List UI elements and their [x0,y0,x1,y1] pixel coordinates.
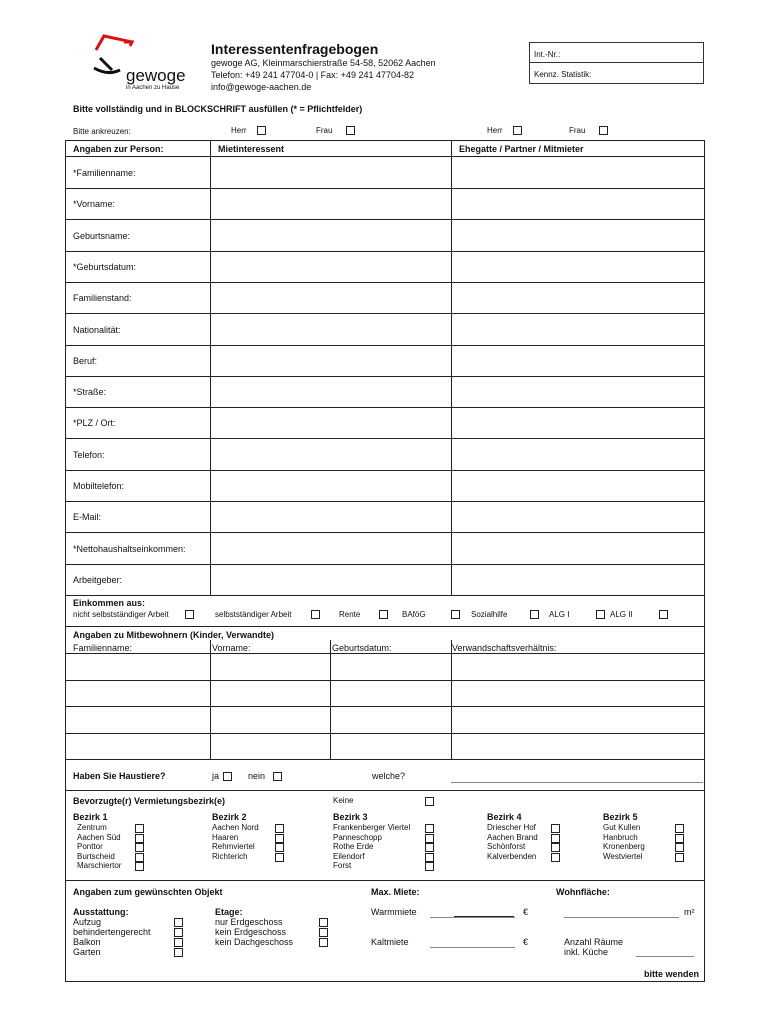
logo-tagline: in Aachen zu Hause [126,85,180,91]
partner-field[interactable] [452,345,704,375]
district-item-label: Aachen Süd [77,832,121,842]
person-row-label: *Familienname: [73,168,136,178]
person-row-label: Beruf: [73,355,98,366]
person-row-label: Mobiltelefon: [73,481,125,491]
district-item-checkbox[interactable] [675,853,684,862]
district-item-label: Driescher Hof [487,823,536,832]
salutation-frau-1[interactable] [316,126,355,135]
intnr-label: Int.-Nr.: [534,50,561,59]
income-option-label: ALG I [549,610,570,619]
district-item-label: Gut Kullen [603,823,641,832]
pets-no-checkbox[interactable] [273,772,282,781]
rooms-input[interactable] [636,956,694,957]
frau-checkbox-1[interactable] [346,126,355,135]
person-row-label: *Vorname: [73,199,116,210]
warm-rent-label: Warmmiete [371,907,417,917]
district-item-label: Haaren [212,832,239,842]
frau-checkbox-2[interactable] [599,126,608,135]
district-item-checkbox[interactable] [551,834,560,843]
floor-label: kein Erdgeschoss [215,927,287,937]
partner-field[interactable] [452,282,704,312]
floor-checkbox[interactable] [319,938,328,947]
income-option-checkbox[interactable] [379,610,388,619]
equipment-label: Aufzug [73,917,102,927]
district-item-checkbox[interactable] [675,843,684,852]
district-item-label: Aachen Brand [487,832,538,842]
area-input[interactable] [564,917,679,918]
district-group-title: Bezirk 2 [212,812,247,822]
tenant-field[interactable] [211,345,451,375]
tenant-field[interactable] [211,314,451,344]
person-row-label: Telefon: [73,449,105,460]
salutation-herr-2[interactable] [487,126,522,135]
person-row-label: *Straße: [73,387,107,398]
district-item-label: Zentrum [77,823,107,832]
sqm-unit: m² [684,907,695,917]
district-item-label: Eilendorf [333,851,365,861]
cold-rent-label: Kaltmiete [371,937,409,947]
pets-question: Haben Sie Haustiere? [73,771,166,781]
income-option-checkbox[interactable] [659,610,668,619]
partner-col-label: Ehegatte / Partner / Mitmieter [459,144,584,154]
tenant-col-label: Mietinteressent [218,144,285,154]
district-item-checkbox[interactable] [275,834,284,843]
tenant-field[interactable] [211,501,451,531]
district-item-label: Panneschopp [333,832,382,842]
district-item-checkbox[interactable] [425,824,434,833]
partner-field[interactable] [452,157,704,187]
herr-checkbox-2[interactable] [513,126,522,135]
district-group-title: Bezirk 5 [603,812,638,822]
districts-none-label: Keine [333,796,354,805]
district-item-label: Burtscheid [77,851,115,861]
person-row-label: *Geburtsdatum: [73,261,137,272]
equipment-label: behindertengerecht [73,927,151,937]
company-address: gewoge AG, Kleinmarschierstraße 54-58, 52062 Aachen [211,58,436,68]
district-item-checkbox[interactable] [551,853,560,862]
partner-field[interactable] [452,376,704,406]
income-option-label: selbstständiger Arbeit [215,610,292,619]
form-title: Interessentenfragebogen [211,41,379,57]
company-email: info@gewoge-aachen.de [211,82,312,92]
floor-label: kein Dachgeschoss [215,937,294,947]
herr-label: Herr [231,126,247,135]
district-item-checkbox[interactable] [135,843,144,852]
district-item-label: Westviertel [603,851,643,861]
district-item-checkbox[interactable] [425,862,434,871]
district-item-checkbox[interactable] [135,824,144,833]
floor-title: Etage: [215,907,243,917]
tenant-field[interactable] [211,251,451,281]
equipment-checkbox[interactable] [174,918,183,927]
tenant-field[interactable] [211,376,451,406]
district-group-title: Bezirk 4 [487,812,522,822]
district-item-label: Ponttor [77,842,103,852]
partner-field[interactable] [452,533,704,563]
tenant-field[interactable] [211,220,451,250]
tenant-field[interactable] [211,407,451,437]
herr-label: Herr [487,126,503,135]
district-item-checkbox[interactable] [551,843,560,852]
income-option-label: BAföG [402,610,426,619]
tenant-field[interactable] [211,564,451,594]
district-item-label: Marschiertor [77,861,122,871]
district-item-checkbox[interactable] [675,824,684,833]
salutation-frau-2[interactable] [569,126,608,135]
district-item-checkbox[interactable] [425,834,434,843]
statistik-label: Kennz. Statistik: [534,70,592,79]
districts-title: Bevorzugte(r) Vermietungsbezirk(e) [73,796,226,806]
district-item-label: Kalverbenden [487,851,537,861]
pets-which-label: welche? [372,771,406,781]
cohabitants-title: Angaben zu Mitbewohnern (Kinder, Verwandte) [73,630,275,640]
partner-field[interactable] [452,188,704,218]
district-item-checkbox[interactable] [135,834,144,843]
warm-rent-input[interactable] [454,916,514,917]
equipment-checkbox[interactable] [174,938,183,947]
tenant-field[interactable] [211,439,451,469]
tenant-field[interactable] [211,157,451,187]
salutation-prompt: Bitte ankreuzen: [73,127,131,136]
partner-field[interactable] [452,501,704,531]
person-row-label: Geburtsname: [73,230,131,241]
partner-field[interactable] [452,314,704,344]
herr-checkbox-1[interactable] [257,126,266,135]
tenant-field[interactable] [211,188,451,218]
income-option-checkbox[interactable] [530,610,539,619]
statistik-field[interactable] [530,63,703,83]
district-group-title: Bezirk 3 [333,812,368,822]
instruction-text: Bitte vollständig und in BLOCKSCHRIFT ausfüllen (* = Pflichtfelder) [73,104,363,114]
income-option-label: ALG II [610,610,633,619]
tenant-field[interactable] [211,533,451,563]
person-row-label: Familienstand: [73,293,132,304]
income-option-checkbox[interactable] [311,610,320,619]
person-row-label: Nationalität: [73,324,121,335]
district-item-checkbox[interactable] [551,824,560,833]
floor-checkbox[interactable] [319,918,328,927]
district-item-label: Schönforst [487,842,526,852]
partner-field[interactable] [452,470,704,500]
company-phone: Telefon: +49 241 47704-0 | Fax: +49 241 47704-82 [211,70,414,80]
equipment-title: Ausstattung: [73,907,129,917]
person-row-label: *Nettohaushaltseinkommen: [73,543,186,554]
cohab-col-geburtsdatum: Geburtsdatum: [332,643,392,653]
district-item-checkbox[interactable] [275,843,284,852]
footer-turn-page: bitte wenden [644,969,700,979]
district-item-label: Richterich [212,851,248,861]
tenant-field[interactable] [211,282,451,312]
district-item-checkbox[interactable] [275,853,284,862]
partner-field[interactable] [452,220,704,250]
district-item-label: Frankenberger Viertel [333,823,411,832]
pets-yes-checkbox[interactable] [223,772,232,781]
tenant-field[interactable] [211,470,451,500]
rooms-label-2: inkl. Küche [564,947,609,957]
equipment-label: Balkon [73,937,101,947]
cohab-col-familienname: Familienname: [73,643,133,653]
area-title: Wohnfläche: [556,887,610,897]
max-rent-title: Max. Miete: [371,887,420,897]
equipment-checkbox[interactable] [174,948,183,957]
person-row-label: E-Mail: [73,512,102,523]
partner-field[interactable] [452,564,704,594]
partner-field[interactable] [452,407,704,437]
district-item-checkbox[interactable] [425,843,434,852]
cold-rent-input[interactable] [430,947,515,948]
pets-no-label: nein [248,771,266,781]
partner-field[interactable] [452,439,704,469]
floor-checkbox[interactable] [319,928,328,937]
pets-no[interactable] [248,771,282,781]
frau-label: Frau [569,126,586,135]
equipment-label: Garten [73,947,101,957]
income-option-checkbox[interactable] [185,610,194,619]
office-use-box [529,42,704,84]
district-item-label: Rothe Erde [333,842,374,852]
pets-yes[interactable] [212,771,232,781]
salutation-herr-1[interactable] [231,126,266,135]
rooms-label-1: Anzahl Räume [564,937,624,947]
district-group-title: Bezirk 1 [73,812,108,822]
district-item-label: Rehmviertel [212,842,255,852]
income-option-label: nicht selbstständiger Arbeit [73,610,169,619]
person-row-label: *PLZ / Ort: [73,418,116,429]
district-item-checkbox[interactable] [425,853,434,862]
floor-label: nur Erdgeschoss [215,917,283,927]
object-title: Angaben zum gewünschten Objekt [73,887,223,897]
district-item-label: Hanbruch [603,832,638,842]
cold-euro: € [523,937,529,947]
district-item-checkbox[interactable] [135,853,144,862]
income-option-checkbox[interactable] [451,610,460,619]
person-col-label: Angaben zur Person: [73,144,164,154]
cohab-col-vorname: Vorname: [212,643,251,653]
frau-label: Frau [316,126,333,135]
district-item-checkbox[interactable] [275,824,284,833]
district-item-label: Forst [333,861,352,871]
logo-name: gewoge [126,66,186,85]
district-item-checkbox[interactable] [135,862,144,871]
district-item-label: Kronenberg [603,842,645,852]
pets-which-input[interactable] [451,782,703,783]
income-option-label: Rente [339,610,361,619]
equipment-checkbox[interactable] [174,928,183,937]
income-option-label: Sozialhilfe [471,610,508,619]
income-option-checkbox[interactable] [596,610,605,619]
districts-none-checkbox[interactable] [425,797,434,806]
district-item-label: Aachen Nord [212,823,259,832]
district-item-checkbox[interactable] [675,834,684,843]
income-title: Einkommen aus: [73,598,146,608]
warm-rent-input-dotted[interactable] [430,917,515,918]
intnr-field[interactable] [530,43,703,63]
person-row-label: Arbeitgeber: [73,574,123,585]
cohab-col-verwandtschaft: Verwandschaftsverhältnis: [452,643,557,653]
partner-field[interactable] [452,251,704,281]
warm-euro: € [523,907,529,917]
pets-yes-label: ja [212,771,220,781]
